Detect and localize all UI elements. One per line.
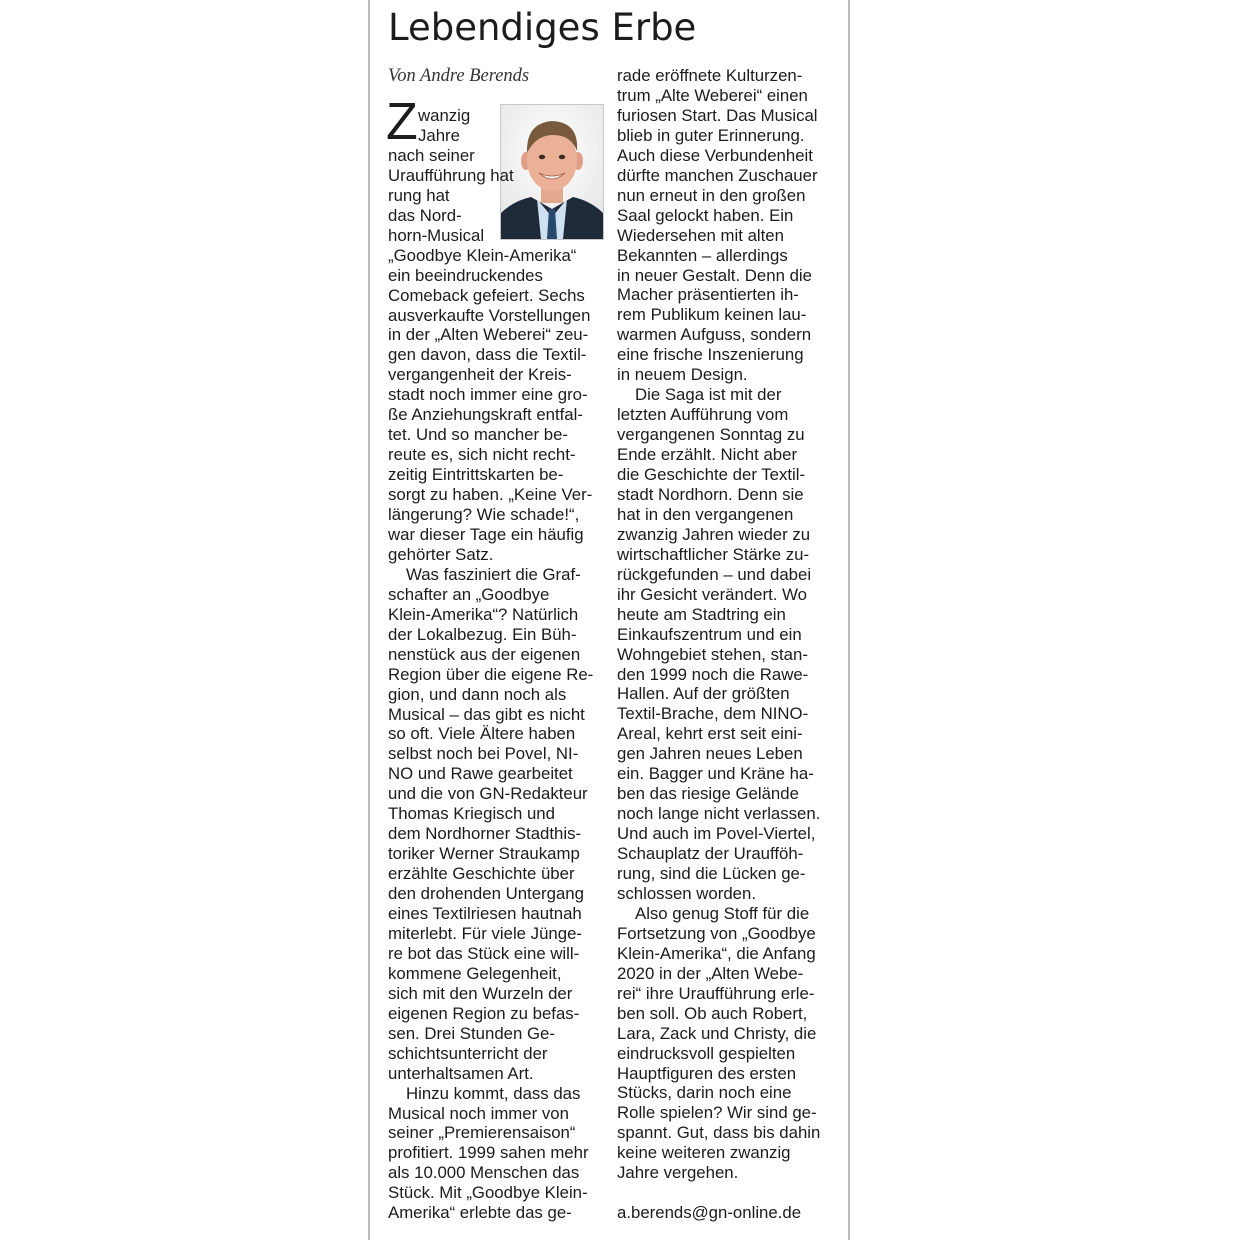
author-email: a.berends@gn-online.de bbox=[617, 1203, 802, 1223]
article-text-line: eindrucksvoll gespielten bbox=[617, 1043, 796, 1063]
author-portrait-photo bbox=[500, 104, 604, 240]
article-text-line: Stück. Mit „Goodbye Klein- bbox=[388, 1183, 588, 1203]
article-text-line: dem Nordhorner Stadthis- bbox=[388, 824, 582, 844]
article-text-line: gion, und dann noch als bbox=[388, 684, 567, 704]
article-text-line: noch lange nicht verlassen. bbox=[617, 804, 821, 824]
article-text-line: den drohenden Untergang bbox=[388, 884, 584, 904]
article-text-line: Musical noch immer von bbox=[388, 1103, 569, 1123]
article-text-line: Bekannten – allerdings bbox=[617, 245, 788, 265]
article-text-line: Region über die eigene Re- bbox=[388, 664, 594, 684]
drop-cap-letter: Z bbox=[386, 93, 418, 151]
article-text-line: 2020 in der „Alten Webe- bbox=[617, 963, 804, 983]
article-text-line: blieb in guter Erinnerung. bbox=[617, 125, 805, 145]
article-text-line: Einkaufszentrum und ein bbox=[617, 624, 802, 644]
article-text-line: zwanzig Jahren wieder zu bbox=[617, 524, 811, 544]
author-portrait-image bbox=[501, 105, 603, 239]
article-text-line: vergangenen Sonntag zu bbox=[617, 425, 805, 445]
article-text-line: keine weiteren zwanzig bbox=[617, 1143, 791, 1163]
article-text-line: als 10.000 Menschen das bbox=[388, 1163, 580, 1183]
article-text-line: rung hat bbox=[388, 185, 450, 205]
article-text-line: in neuem Design. bbox=[617, 365, 748, 385]
article-text-line: rade eröffnete Kulturzen- bbox=[617, 66, 803, 85]
article-text-line: eines Textilriesen hautnah bbox=[388, 904, 582, 923]
article-text-line: warmen Aufguss, sondern bbox=[617, 325, 812, 345]
article-text-line: zeitig Eintrittskarten be- bbox=[388, 465, 564, 485]
article-text-line: Die Saga ist mit der bbox=[635, 385, 782, 405]
article-text-line: Auch diese Verbundenheit bbox=[617, 145, 813, 165]
article-text-line: schlossen worden. bbox=[617, 883, 756, 903]
article-text-line: vergangenheit der Kreis- bbox=[388, 365, 572, 385]
article-text-line: nun erneut in den großen bbox=[617, 185, 806, 205]
article-text-line: wanzig bbox=[418, 106, 471, 125]
right-column-rule bbox=[848, 0, 850, 1240]
article-text-line: das Nord- bbox=[388, 205, 462, 225]
article-text-line: der Lokalbezug. Ein Büh- bbox=[388, 624, 577, 644]
article-text-line: gen davon, dass die Textil- bbox=[388, 345, 587, 365]
article-text-line: gehörter Satz. bbox=[388, 544, 494, 564]
article-text-line: profitiert. 1999 sahen mehr bbox=[388, 1143, 589, 1163]
article-text-line: ein. Bagger und Kräne ha- bbox=[617, 764, 814, 784]
article-text-line: dürfte manchen Zuschauer bbox=[617, 165, 818, 185]
article-text-line: reute es, sich nicht recht- bbox=[388, 445, 576, 465]
article-text-line: Musical – das gibt es nicht bbox=[388, 704, 585, 724]
article-text-line: Stücks, darin noch eine bbox=[617, 1083, 792, 1103]
article-text-line: Ende erzählt. Nicht aber bbox=[617, 445, 798, 465]
article-text-line: hat in den vergangenen bbox=[617, 504, 794, 524]
article-text-line: Areal, kehrt erst seit eini- bbox=[617, 724, 803, 744]
article-text-line: wirtschaftlicher Stärke zu- bbox=[617, 544, 810, 564]
article-text-line: in der „Alten Weberei“ zeu- bbox=[388, 325, 589, 345]
article-text-line: NO und Rawe gearbeitet bbox=[388, 764, 573, 784]
article-text-line: ße Anziehungskraft entfal- bbox=[388, 405, 583, 425]
article-text-line: eine frische Inszenierung bbox=[617, 345, 804, 365]
article-text-line: letzten Aufführung vom bbox=[617, 405, 789, 425]
article-text-line: schichtsunterricht der bbox=[388, 1043, 548, 1063]
article-text-line: rückgefunden – und dabei bbox=[617, 564, 812, 584]
article-text-line: gen Jahren neues Leben bbox=[617, 744, 803, 764]
article-text-line: Hallen. Auf der größten bbox=[617, 684, 790, 704]
article-text-line: Lara, Zack und Christy, die bbox=[617, 1023, 817, 1043]
article-text-line: „Goodbye Klein-Amerika“ bbox=[388, 245, 577, 265]
article-text-line: längerung? Wie schade!“, bbox=[388, 505, 580, 524]
article-text-line: ben das riesige Gelände bbox=[617, 784, 799, 804]
article-text-line: Saal gelockt haben. Ein bbox=[617, 205, 794, 225]
article-text-line: ihr Gesicht verändert. Wo bbox=[617, 584, 807, 604]
article-text-line: Hauptfiguren des ersten bbox=[617, 1063, 797, 1083]
article-text-line: rei“ ihre Uraufführung erle- bbox=[617, 983, 815, 1003]
left-column-rule bbox=[368, 0, 370, 1240]
article-text-line: sich mit den Wurzeln der bbox=[388, 983, 573, 1003]
article-text-line: ben soll. Ob auch Robert, bbox=[617, 1003, 808, 1023]
article-text-line: stadt Nordhorn. Denn sie bbox=[617, 484, 804, 504]
article-text-line: Wohngebiet stehen, stan- bbox=[617, 644, 808, 664]
article-text-line: Und auch im Povel-Viertel, bbox=[617, 824, 816, 844]
article-text-line: stadt noch immer eine gro- bbox=[388, 385, 588, 405]
article-text-line: so oft. Viele Ältere haben bbox=[388, 724, 576, 744]
article-text-line: Jahre bbox=[418, 125, 460, 145]
article-headline: Lebendiges Erbe bbox=[388, 6, 697, 49]
author-byline: Von Andre Berends bbox=[388, 66, 530, 86]
article-text-line: Comeback gefeiert. Sechs bbox=[388, 285, 585, 305]
article-text-line: spannt. Gut, dass bis dahin bbox=[617, 1123, 821, 1143]
article-text-line: Rolle spielen? Wir sind ge- bbox=[617, 1103, 817, 1123]
article-text-line: eigenen Region zu befas- bbox=[388, 1003, 580, 1023]
article-text-line: Macher präsentierten ih- bbox=[617, 285, 799, 305]
article-text-line: horn-Musical bbox=[388, 225, 485, 245]
article-text-line: die Geschichte der Textil- bbox=[617, 465, 806, 484]
article-text-line: Also genug Stoff für die bbox=[635, 903, 810, 923]
article-text-line: rung, sind die Lücken ge- bbox=[617, 864, 806, 883]
article-text-line: kommene Gelegenheit, bbox=[388, 963, 562, 983]
article-text-line: furiosen Start. Das Musical bbox=[617, 105, 818, 125]
article-text-line: Jahre vergehen. bbox=[617, 1163, 739, 1183]
article-text-line: Schauplatz der Uraufföh- bbox=[617, 844, 804, 864]
article-text-line: Uraufführung hat bbox=[388, 165, 514, 185]
article-text-line: sorgt zu haben. „Keine Ver- bbox=[388, 485, 593, 505]
article-text-line: erzählte Geschichte über bbox=[388, 864, 575, 884]
article-text-line: heute am Stadtring ein bbox=[617, 604, 786, 624]
article-text-line: in neuer Gestalt. Denn die bbox=[617, 265, 812, 285]
article-text-line: trum „Alte Weberei“ einen bbox=[617, 85, 808, 105]
article-text-line: Klein-Amerika“? Natürlich bbox=[388, 604, 579, 624]
article-text-line: unterhaltsamen Art. bbox=[388, 1063, 534, 1083]
article-text-line: re bot das Stück eine will- bbox=[388, 943, 580, 963]
article-text-line: rem Publikum keinen lau- bbox=[617, 305, 807, 325]
article-text-line: nach seiner bbox=[388, 145, 475, 165]
article-text-line: tet. Und so mancher be- bbox=[388, 425, 569, 445]
article-text-line: selbst noch bei Povel, NI- bbox=[388, 744, 579, 764]
article-text-line: ausverkaufte Vorstellungen bbox=[388, 305, 591, 325]
article-text-line: toriker Werner Straukamp bbox=[388, 844, 580, 864]
article-text-line: Wiedersehen mit alten bbox=[617, 225, 784, 245]
article-text-line: Textil-Brache, dem NINO- bbox=[617, 704, 809, 724]
article-text-line: Fortsetzung von „Goodbye bbox=[617, 923, 816, 943]
article-text-line: Was fasziniert die Graf- bbox=[406, 564, 581, 584]
article-text-line: den 1999 noch die Rawe- bbox=[617, 664, 809, 684]
article-text-line: Thomas Kriegisch und bbox=[388, 804, 555, 824]
article-text-line: und die von GN-Redakteur bbox=[388, 784, 588, 804]
article-text-line: Hinzu kommt, dass das bbox=[406, 1083, 581, 1103]
article-text-line: miterlebt. Für viele Jünge- bbox=[388, 923, 582, 943]
article-text-line: schafter an „Goodbye bbox=[388, 584, 550, 604]
article-text-line: Klein-Amerika“, die Anfang bbox=[617, 943, 816, 963]
article-text-line: war dieser Tage ein häufig bbox=[388, 524, 584, 544]
article-text-line: seiner „Premierensaison“ bbox=[388, 1123, 576, 1143]
article-text-line: ein beeindruckendes bbox=[388, 265, 543, 285]
article-text-line: Amerika“ erlebte das ge- bbox=[388, 1203, 572, 1223]
article-text-line: sen. Drei Stunden Ge- bbox=[388, 1023, 555, 1043]
article-text-line: nenstück aus der eigenen bbox=[388, 644, 581, 664]
